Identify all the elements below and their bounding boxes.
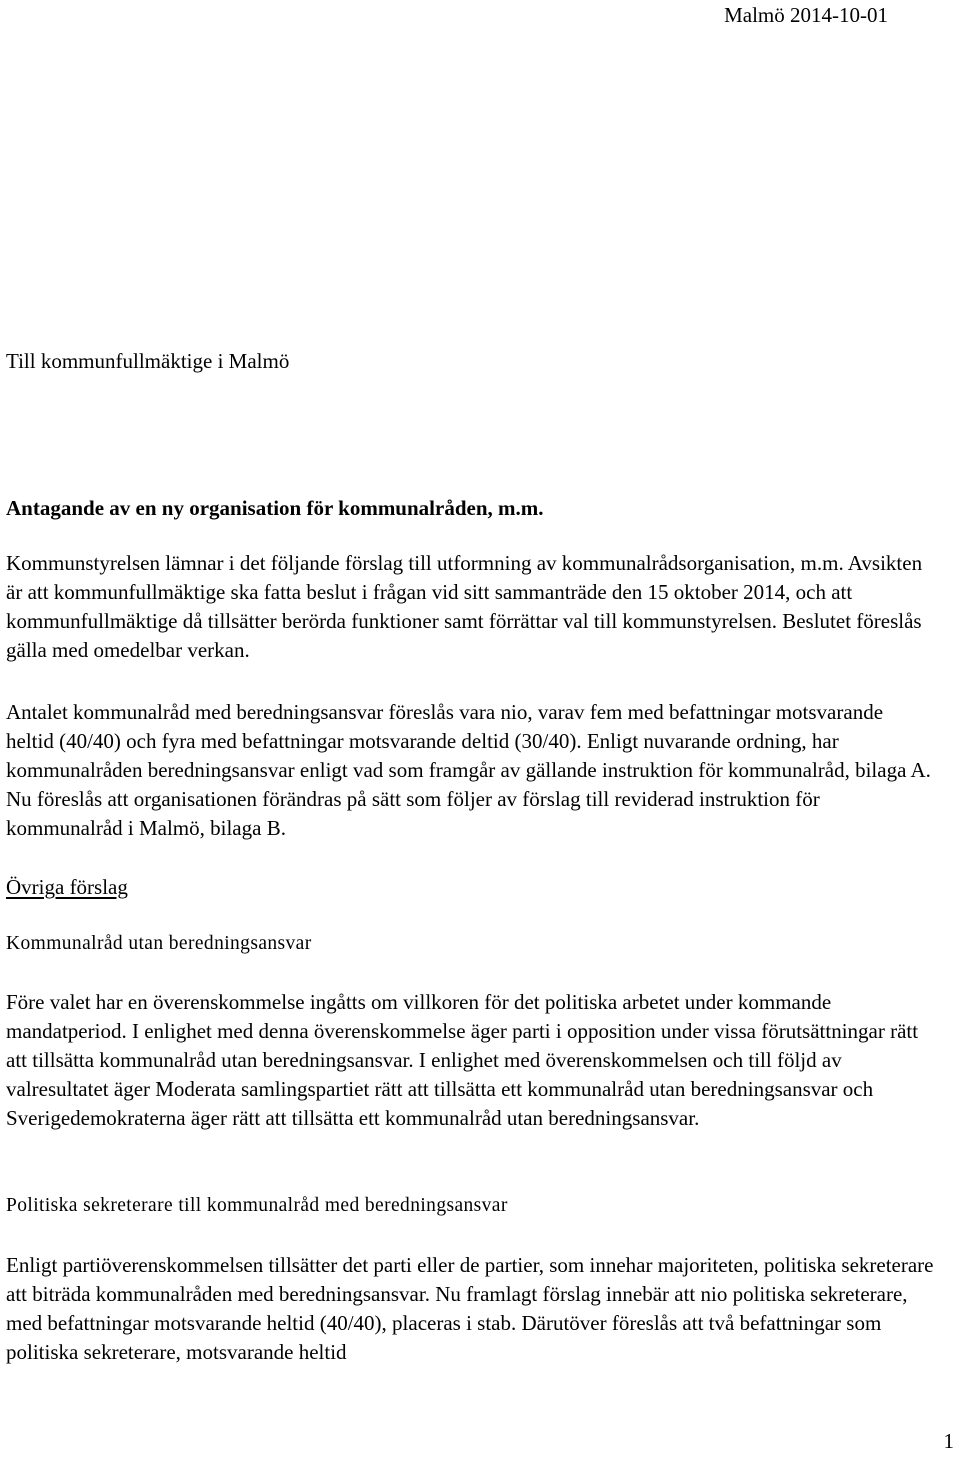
subsection-heading: Politiska sekreterare till kommunalråd med beredningsansvar [6, 1195, 508, 1216]
subsection-heading: Kommunalråd utan beredningsansvar [6, 933, 312, 954]
subsection-paragraph: Före valet har en överenskommelse ingåtts om villkoren för det politiska arbetet under kommande mandatperiod. I enlighet med denna överenskommelse äger parti i opposition under vissa förutsättningar rätt att tillsätta kommunalråd utan beredningsansvar. I enlighet med överenskommelsen och till följd av valresultatet äger Moderata samlingspartiet rätt att tillsätta ett kommunalråd utan beredningsansvar och Sverigedemokraterna äger rätt att tillsätta ett kommunalråd utan beredningsansvar. [6, 990, 919, 1130]
subsection-paragraph: Enligt partiöverenskommelsen tillsätter det parti eller de partier, som innehar majoriteten, politiska sekreterare att biträda kommunalråden med beredningsansvar. Nu framlagt förslag innebär att nio politiska sekreterare, med befattningar motsvarande heltid (40/40), placeras i stab. Därutöver föreslås att två befattningar som politiska sekreterare, motsvarande heltid [6, 1253, 934, 1364]
intro-paragraph: Kommunstyrelsen lämnar i det följande förslag till utformning av kommunalrådsorganisation, m.m. Avsikten är att kommunfullmäktige ska fatta beslut i frågan vid sitt sammanträde den 15 oktober 2014, och att kommunfullmäktige då tillsätter berörda funktioner samt förrättar val till kommunstyrelsen. Beslutet föreslås gälla med omedelbar verkan. [6, 551, 923, 662]
document-date: Malmö 2014-10-01 [724, 3, 888, 27]
body-paragraph: Antalet kommunalråd med beredningsansvar föreslås vara nio, varav fem med befattningar motsvarande heltid (40/40) och fyra med befattningar motsvarande deltid (30/40). Enligt nuvarande ordning, har kommunalråden beredningsansvar enligt vad som framgår av gällande instruktion för kommunalråd, bilaga A. Nu föreslås att organisationen förändras på sätt som följer av förslag till reviderad instruktion för kommunalråd i Malmö, bilaga B. [6, 700, 931, 840]
document-title: Antagande av en ny organisation för kommunalråden, m.m. [6, 496, 544, 520]
page-number: 1 [943, 1429, 954, 1453]
addressee: Till kommunfullmäktige i Malmö [6, 349, 290, 373]
section-heading: Övriga förslag [6, 875, 128, 899]
